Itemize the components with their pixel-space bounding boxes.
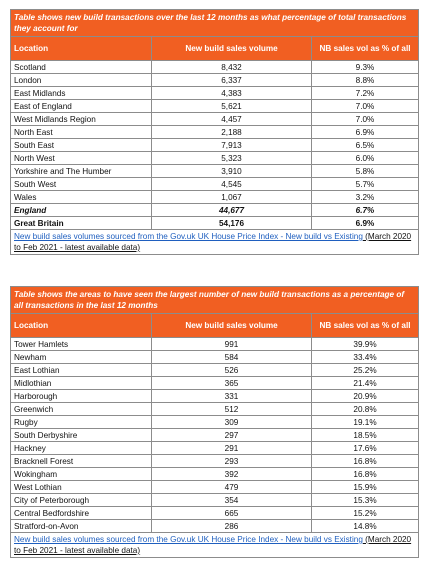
table-row — [11, 481, 419, 494]
column-header-location: Location — [11, 37, 152, 61]
great-britain-total-row — [11, 217, 419, 230]
cell-volume: 4,545 — [152, 178, 312, 191]
cell-volume: 1,067 — [152, 191, 312, 204]
cell-volume: 293 — [152, 455, 312, 468]
table-row — [11, 442, 419, 455]
cell-location: Midlothian — [11, 377, 152, 390]
cell-volume: 665 — [152, 507, 312, 520]
cell-percent: 15.2% — [312, 507, 419, 520]
cell-location: West Lothian — [11, 481, 152, 494]
cell-percent: 19.1% — [312, 416, 419, 429]
column-header-location: Location — [11, 314, 152, 338]
cell-percent: 20.8% — [312, 403, 419, 416]
cell-volume: 7,913 — [152, 139, 312, 152]
table-row — [11, 455, 419, 468]
cell-volume: 4,383 — [152, 87, 312, 100]
cell-percent: 5.8% — [312, 165, 419, 178]
cell-location: North East — [11, 126, 152, 139]
cell-percent: 20.9% — [312, 390, 419, 403]
table-row — [11, 139, 419, 152]
cell-percent: 3.2% — [312, 191, 419, 204]
column-header-percent: NB sales vol as % of all — [312, 314, 419, 338]
table-caption-row — [11, 10, 419, 37]
table-row — [11, 351, 419, 364]
table-caption: Table shows the areas to have seen the largest number of new build transactions as a percentage of all transactions in the last 12 months — [11, 287, 419, 314]
cell-volume: 5,323 — [152, 152, 312, 165]
cell-location: City of Peterborough — [11, 494, 152, 507]
cell-percent: 6.0% — [312, 152, 419, 165]
table-row — [11, 152, 419, 165]
cell-percent: 15.3% — [312, 494, 419, 507]
table-row — [11, 191, 419, 204]
cell-percent: 6.9% — [312, 126, 419, 139]
cell-location: Bracknell Forest — [11, 455, 152, 468]
regional-new-build-table — [10, 9, 419, 255]
source-period: (March 2020 to Feb 2021 - latest available data) — [14, 535, 412, 555]
table-row — [11, 390, 419, 403]
cell-volume: 354 — [152, 494, 312, 507]
cell-percent: 33.4% — [312, 351, 419, 364]
cell-percent: 25.2% — [312, 364, 419, 377]
cell-volume: 512 — [152, 403, 312, 416]
cell-volume: 331 — [152, 390, 312, 403]
cell-percent: 5.7% — [312, 178, 419, 191]
local-area-new-build-table — [10, 286, 419, 558]
cell-volume: 526 — [152, 364, 312, 377]
table-caption-row — [11, 287, 419, 314]
cell-percent: 8.8% — [312, 74, 419, 87]
table-row — [11, 100, 419, 113]
table-row — [11, 61, 419, 74]
table-body — [11, 61, 419, 204]
cell-location: Newham — [11, 351, 152, 364]
cell-percent: 7.2% — [312, 87, 419, 100]
cell-percent: 17.6% — [312, 442, 419, 455]
total-percent: 6.9% — [312, 217, 419, 230]
cell-volume: 3,910 — [152, 165, 312, 178]
cell-location: West Midlands Region — [11, 113, 152, 126]
cell-location: Rugby — [11, 416, 152, 429]
cell-volume: 991 — [152, 338, 312, 351]
table-row — [11, 520, 419, 533]
cell-volume: 309 — [152, 416, 312, 429]
cell-volume: 5,621 — [152, 100, 312, 113]
cell-location: Tower Hamlets — [11, 338, 152, 351]
column-header-percent: NB sales vol as % of all — [312, 37, 419, 61]
cell-location: London — [11, 74, 152, 87]
cell-location: Hackney — [11, 442, 152, 455]
cell-volume: 286 — [152, 520, 312, 533]
table-header-row — [11, 314, 419, 338]
total-volume: 54,176 — [152, 217, 312, 230]
cell-location: East Lothian — [11, 364, 152, 377]
cell-percent: 9.3% — [312, 61, 419, 74]
cell-location: Central Bedfordshire — [11, 507, 152, 520]
source-row — [11, 533, 419, 558]
source-link[interactable]: New build sales volumes sourced from the Gov.uk UK House Price Index - New build vs Existing — [14, 232, 363, 241]
table-row — [11, 403, 419, 416]
total-location: Great Britain — [11, 217, 152, 230]
table-caption: Table shows new build transactions over the last 12 months as what percentage of total transactions they account for — [11, 10, 419, 37]
cell-location: South Derbyshire — [11, 429, 152, 442]
cell-volume: 297 — [152, 429, 312, 442]
source-note — [11, 230, 419, 255]
cell-percent: 16.8% — [312, 455, 419, 468]
cell-percent: 14.8% — [312, 520, 419, 533]
table-row — [11, 178, 419, 191]
cell-volume: 584 — [152, 351, 312, 364]
table-row — [11, 468, 419, 481]
cell-percent: 18.5% — [312, 429, 419, 442]
cell-volume: 6,337 — [152, 74, 312, 87]
table-body — [11, 338, 419, 533]
table-header-row — [11, 37, 419, 61]
table-row — [11, 377, 419, 390]
cell-volume: 365 — [152, 377, 312, 390]
cell-volume: 4,457 — [152, 113, 312, 126]
cell-location: Greenwich — [11, 403, 152, 416]
total-location: England — [11, 204, 152, 217]
cell-volume: 8,432 — [152, 61, 312, 74]
cell-location: South East — [11, 139, 152, 152]
cell-percent: 16.8% — [312, 468, 419, 481]
cell-location: Stratford-on-Avon — [11, 520, 152, 533]
cell-location: South West — [11, 178, 152, 191]
cell-location: North West — [11, 152, 152, 165]
cell-location: Harborough — [11, 390, 152, 403]
cell-location: Wales — [11, 191, 152, 204]
source-note — [11, 533, 419, 558]
total-volume: 44,677 — [152, 204, 312, 217]
total-percent: 6.7% — [312, 204, 419, 217]
cell-volume: 2,188 — [152, 126, 312, 139]
table-row — [11, 126, 419, 139]
cell-percent: 7.0% — [312, 113, 419, 126]
cell-volume: 479 — [152, 481, 312, 494]
cell-location: Yorkshire and The Humber — [11, 165, 152, 178]
cell-percent: 15.9% — [312, 481, 419, 494]
table-row — [11, 507, 419, 520]
source-period: (March 2020 to Feb 2021 - latest available data) — [14, 232, 412, 252]
table-row — [11, 74, 419, 87]
cell-volume: 392 — [152, 468, 312, 481]
table-row — [11, 416, 419, 429]
table-row — [11, 364, 419, 377]
table-row — [11, 165, 419, 178]
cell-volume: 291 — [152, 442, 312, 455]
column-header-volume: New build sales volume — [152, 314, 312, 338]
cell-location: East of England — [11, 100, 152, 113]
source-link[interactable]: New build sales volumes sourced from the Gov.uk UK House Price Index - New build vs Existing — [14, 535, 363, 544]
source-row — [11, 230, 419, 255]
cell-percent: 39.9% — [312, 338, 419, 351]
cell-location: East Midlands — [11, 87, 152, 100]
england-total-row — [11, 204, 419, 217]
cell-location: Wokingham — [11, 468, 152, 481]
cell-percent: 21.4% — [312, 377, 419, 390]
cell-percent: 7.0% — [312, 100, 419, 113]
column-header-volume: New build sales volume — [152, 37, 312, 61]
table-row — [11, 113, 419, 126]
cell-percent: 6.5% — [312, 139, 419, 152]
table-row — [11, 87, 419, 100]
table-row — [11, 429, 419, 442]
cell-location: Scotland — [11, 61, 152, 74]
table-row — [11, 494, 419, 507]
table-row — [11, 338, 419, 351]
